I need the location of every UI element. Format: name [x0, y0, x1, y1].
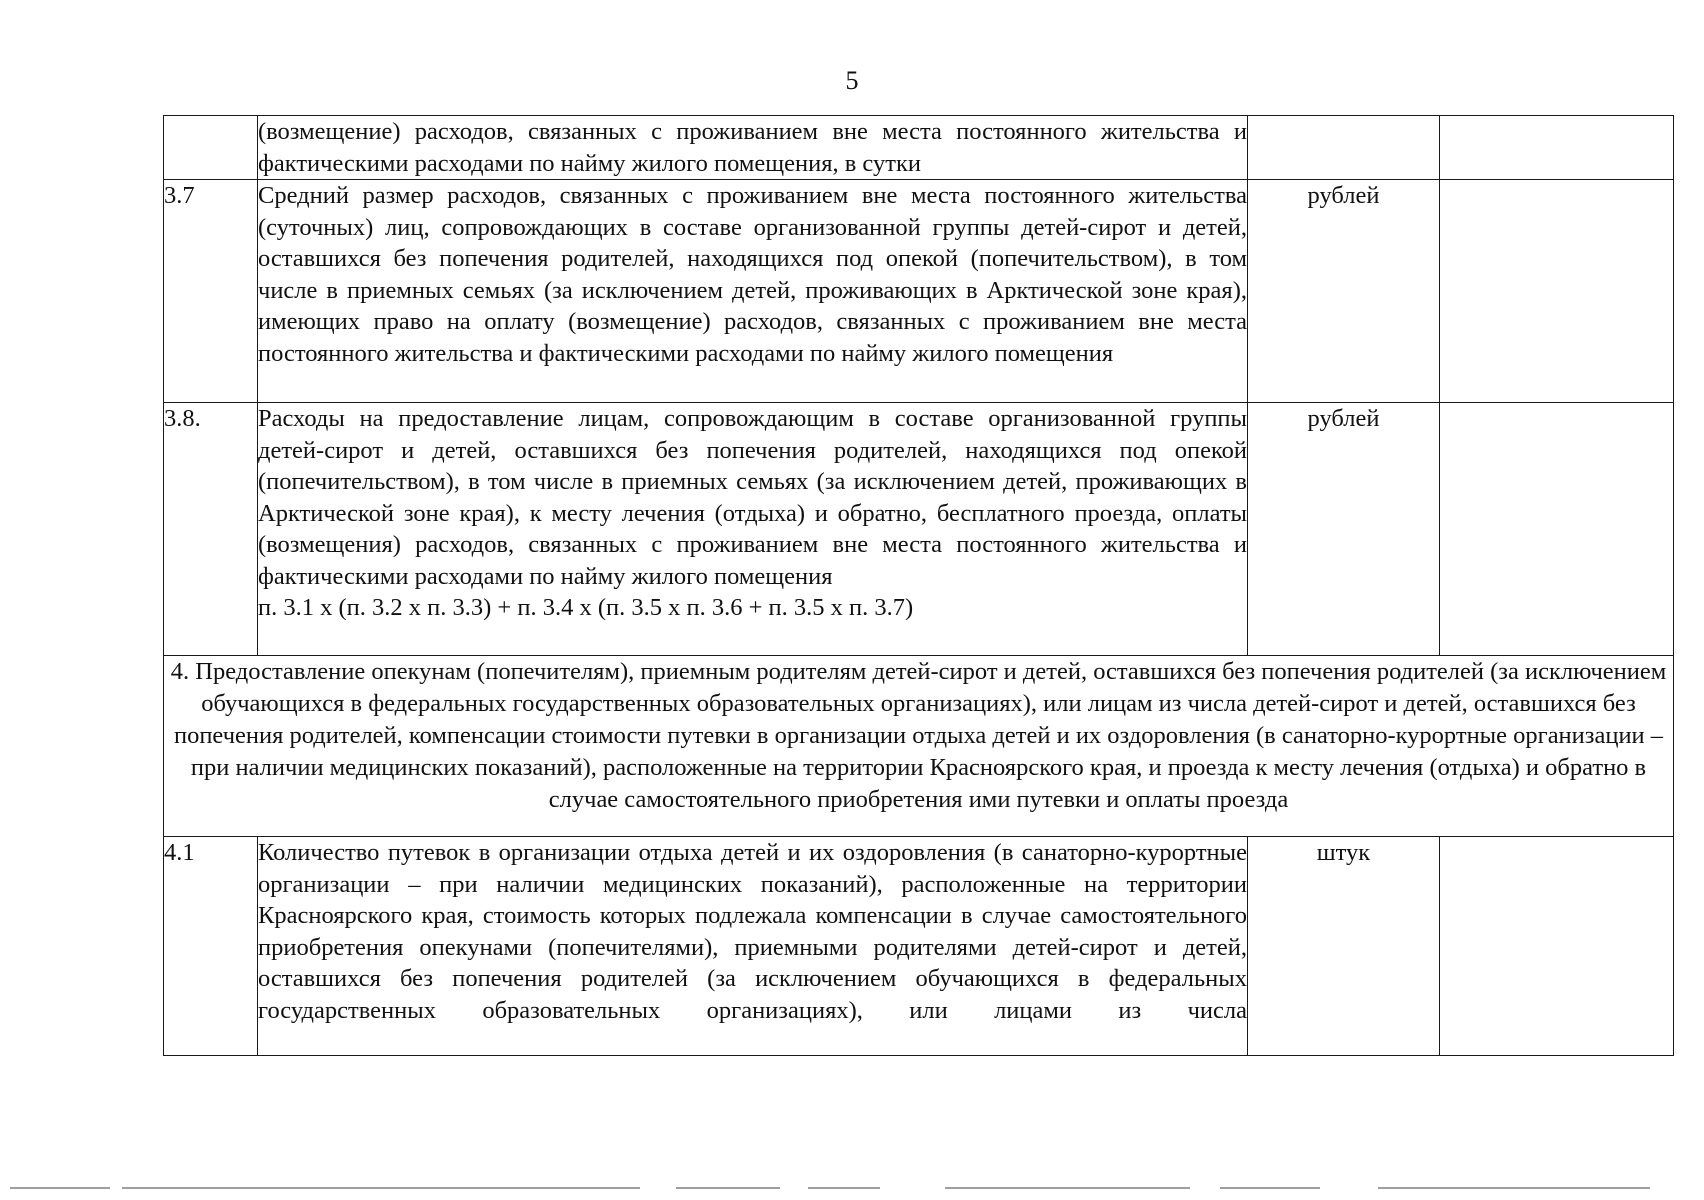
table-row	[164, 837, 1674, 1056]
row-value	[1440, 837, 1674, 1056]
row-number: 4.1	[164, 837, 258, 1056]
section-4-heading: 4. Предоставление опекунам (попечителям), приемным родителям детей-сирот и детей, оставшихся без попечения родителей (за исключением обучающихся в федеральных государственных образовательных организациях), или лицам из числа детей-сирот и детей, оставшихся без попечения родителей, компенсации стоимости путевки в организации отдыха детей и их оздоровления (в санаторно-курортные организации – при наличии медицинских показаний), расположенные на территории Красноярского края, и проезда к месту лечения (отдыха) и обратно в случае самостоятельного приобретения ими путевки и оплаты проезда	[164, 656, 1674, 837]
indicators-table	[163, 115, 1674, 1056]
table-row	[164, 116, 1674, 180]
row-unit: штук	[1248, 837, 1440, 1056]
row-description: Средний размер расходов, связанных с проживанием вне места постоянного жительства (суточных) лиц, сопровождающих в составе организованной группы детей-сирот и детей, оставшихся без попечения родителей, находящихся под опекой (попечительством), в том числе в приемных семьях (за исключением детей, проживающих в Арктической зоне края), имеющих право на оплату (возмещение) расходов, связанных с проживанием вне места постоянного жительства и фактическими расходами по найму жилого помещения	[258, 180, 1248, 403]
row-value	[1440, 116, 1674, 180]
row-number: 3.8.	[164, 403, 258, 656]
row-number: 3.7	[164, 180, 258, 403]
row-description	[258, 403, 1248, 656]
page-number: 5	[845, 66, 859, 95]
row-unit: рублей	[1248, 180, 1440, 403]
row-description-text: Расходы на предоставление лицам, сопровождающим в составе организованной группы детей-сирот и детей, оставшихся без попечения родителей, находящихся под опекой (попечительством), в том числе в приемных семьях (за исключением детей, проживающих в Арктической зоне края), к месту лечения (отдыха) и обратно, бесплатного проезда, оплаты (возмещения) расходов, связанных с проживанием вне места постоянного жительства и фактическими расходами по найму жилого помещения	[258, 405, 1247, 590]
section-heading-row	[164, 656, 1674, 837]
row-value	[1440, 403, 1674, 656]
row-description: Количество путевок в организации отдыха детей и их оздоровления (в санаторно-курортные организации – при наличии медицинских показаний), расположенные на территории Красноярского края, стоимость которых подлежала компенсации в случае самостоятельного приобретения опекунами (попечителями), приемными родителями детей-сирот и детей, оставшихся без попечения родителей (за исключением обучающихся в федеральных государственных образовательных организациях), или лицами из числа	[258, 837, 1248, 1056]
row-value	[1440, 180, 1674, 403]
table-row	[164, 403, 1674, 656]
row-description: (возмещение) расходов, связанных с проживанием вне места постоянного жительства и фактическими расходами по найму жилого помещения, в сутки	[258, 116, 1248, 180]
scan-edge-marks	[0, 1186, 1704, 1190]
row-formula: п. 3.1 х (п. 3.2 х п. 3.3) + п. 3.4 х (п. 3.5 х п. 3.6 + п. 3.5 х п. 3.7)	[258, 594, 914, 621]
table-row	[164, 180, 1674, 403]
row-number	[164, 116, 258, 180]
row-unit: рублей	[1248, 403, 1440, 656]
row-unit	[1248, 116, 1440, 180]
